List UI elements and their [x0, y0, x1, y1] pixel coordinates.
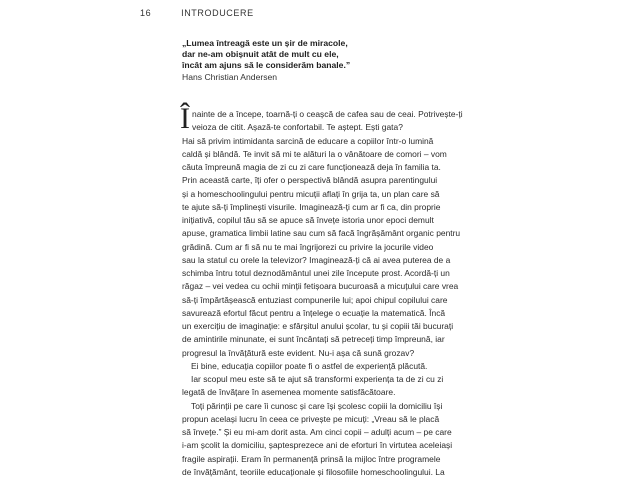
body-line: propun același lucru în ceea ce privește pe micuți: „Vreau să le placă — [182, 413, 440, 424]
epigraph-line: dar ne-am obișnuit atât de mult cu ele, — [182, 49, 339, 60]
body-line: te ajute să-ți împlinești visurile. Imaginează-ți cum ar fi ca, din proprie — [182, 201, 441, 212]
body-line: schimba întru totul deznodământul unei zile începute prost. Acordă-ți un — [182, 268, 450, 278]
body-line: să-ți împărtășească entuziast compunerile lui; apoi chipul copilului care — [182, 294, 448, 305]
body-line: i-am școlit la domiciliu, șaptesprezece ani de eforturi în virtutea aceleiași — [182, 440, 453, 451]
drop-cap: Î — [180, 102, 190, 135]
body-line: de învățământ, teoriile educaționale și filosofiile homeschoolingului. La — [182, 466, 445, 477]
body-line: grădină. Cum ar fi să nu te mai îngrijorezi cu privire la jocurile video — [182, 241, 434, 252]
epigraph-author: Hans Christian Andersen — [182, 71, 278, 82]
epigraph-line: „Lumea întreagă este un șir de miracole, — [182, 38, 348, 48]
body-line: un exercițiu de imaginație: e sfârșitul anului școlar, tu și copiii tăi bucurați — [182, 321, 454, 331]
body-line: nainte de a începe, toarnă-ți o ceașcă de cafea sau de ceai. Potrivește-ți — [192, 109, 463, 119]
epigraph-line: încât am ajuns să le considerăm banale.” — [182, 60, 351, 71]
body-line: Toți părinții pe care îi cunosc și care își școlesc copiii la domiciliu își — [191, 400, 443, 411]
running-head — [140, 8, 254, 18]
body-line: Prin această carte, îți ofer o perspectivă blândă asupra parentingului — [182, 175, 438, 186]
body-text — [182, 108, 482, 479]
body-line: inițiativă, copilul tău să se apuce să învețe istoria unor epoci demult — [182, 215, 434, 225]
body-line: căuta împreună magia de zi cu zi care funcționează deja în familia ta. — [182, 162, 441, 172]
body-line: Hai să privim intimidanta sarcină de educare a copiilor într-o lumină — [182, 135, 434, 146]
body-line: Iar scopul meu este să te ajut să transformi experiența ta de zi cu zi — [191, 374, 444, 384]
body-line: sau la statul cu orele la televizor? Imaginează-ți că ai avea puterea de a — [182, 254, 451, 265]
body-line: fragile aspirații. Eram în permanență prinsă la mijloc între programele — [182, 453, 441, 464]
epigraph — [182, 38, 482, 83]
body-line: progresul la învățătură este evident. Nu-i așa că sună grozav? — [182, 347, 415, 358]
body-line: savurează efortul făcut pentru a înțelege o ecuație la matematică. Încă — [182, 307, 446, 318]
body-line: să învețe.” Și eu mi-am dorit asta. Am cinci copii – adulți acum – pe care — [182, 427, 452, 437]
section-title: INTRODUCERE — [181, 8, 254, 18]
body-line: Ei bine, educația copiilor poate fi o astfel de experiență plăcută. — [191, 360, 428, 371]
body-line: și a homeschoolingului pentru micuții aflați în grija ta, un plan care să — [182, 188, 440, 199]
body-line: legată de învățare în asemenea momente satisfăcătoare. — [182, 387, 396, 398]
body-line: apuse, gramatica limbii latine sau cum să facă îngrășământ organic pentru — [182, 228, 461, 239]
body-line: veioza de citit. Așază-te confortabil. Te aștept. Ești gata? — [192, 122, 403, 133]
body-line: caldă și blândă. Te invit să mi te alături la o vânătoare de comori – vom — [182, 148, 447, 159]
body-line: de amintirile minunate, ei sunt încântați să petreceți timp împreună, iar — [182, 334, 445, 345]
body-line: răgaz – vei vedea cu ochii minții fetișoara bucuroasă a micuțului care vrea — [182, 281, 459, 292]
page-number: 16 — [140, 8, 152, 18]
